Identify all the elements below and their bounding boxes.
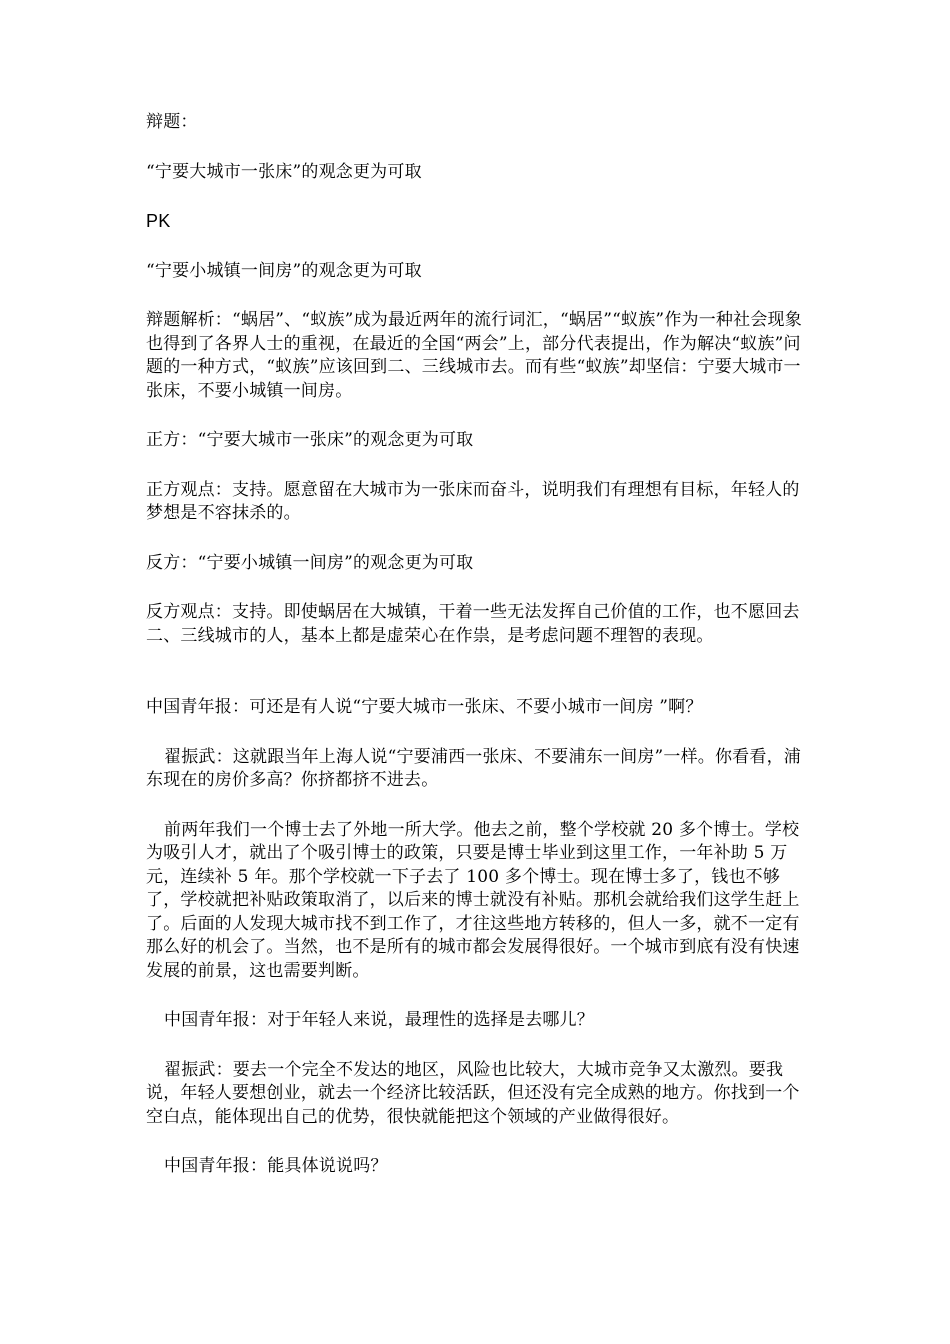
negative-viewpoint: 反方观点：支持。即使蜗居在大城镇，干着一些无法发挥自己价值的工作，也不愿回去二、三线城市的人，基本上都是虚荣心在作祟，是考虑问题不理智的表现。 <box>146 602 800 646</box>
document-page <box>146 111 811 1205</box>
interview-answer-2: 前两年我们一个博士去了外地一所大学。他去之前，整个学校就 20 多个博士。学校为吸引人才，就出了个吸引博士的政策，只要是博士毕业到这里工作，一年补助 5 万元，连续补 5 年。那个学校就一下子去了 100 多个博士。现在博士多了，钱也不够了，学校就把补贴政策取消了，以后来的博士就没有补贴。那机会就给我们这学生赶上了。后面的人发现大城市找不到工作了，才往这些地方转移的，但人一多，就不一定有那么好的机会了。当然，也不是所有的城市都会发展得很好。一个城市到底有没有快速发展的前景，这也需要判断。 <box>146 819 800 981</box>
negative-motion: “宁要小城镇一间房”的观念更为可取 <box>146 260 422 281</box>
debate-topic-heading: 辩题： <box>146 112 198 132</box>
negative-side: 反方：“宁要小城镇一间房”的观念更为可取 <box>146 552 474 573</box>
interview-question-1: 中国青年报：可还是有人说“宁要大城市一张床、不要小城市一间房 ”啊？ <box>146 697 703 717</box>
interview-question-3: 中国青年报：能具体说说吗？ <box>164 1156 388 1176</box>
interview-answer-1: 翟振武：这就跟当年上海人说“宁要浦西一张床、不要浦东一间房”一样。你看看，浦东现在的房价多高？你挤都挤不进去。 <box>146 746 801 790</box>
interview-answer-3: 翟振武：要去一个完全不发达的地区，风险也比较大，大城市竞争又太激烈。要我说，年轻人要想创业，就去一个经济比较活跃，但还没有完全成熟的地方。你找到一个空白点，能体现出自己的优势，很快就能把这个领域的产业做得很好。 <box>146 1059 800 1127</box>
topic-analysis-paragraph: 辩题解析：“蜗居”、“蚁族”成为最近两年的流行词汇，“蜗居”“蚁族”作为一种社会现象也得到了各界人士的重视，在最近的全国“两会”上，部分代表提出，作为解决“蚁族”问题的一种方式，“蚁族”应该回到二、三线城市去。而有些“蚁族”却坚信：宁要大城市一张床，不要小城镇一间房。 <box>146 310 802 401</box>
affirmative-side: 正方：“宁要大城市一张床”的观念更为可取 <box>146 430 474 450</box>
pk-label: PK <box>146 211 171 231</box>
affirmative-viewpoint: 正方观点：支持。愿意留在大城市为一张床而奋斗，说明我们有理想有目标，年轻人的梦想是不容抹杀的。 <box>146 479 800 523</box>
affirmative-motion: “宁要大城市一张床”的观念更为可取 <box>146 161 422 182</box>
interview-question-2: 中国青年报：对于年轻人来说，最理性的选择是去哪儿？ <box>164 1010 594 1030</box>
